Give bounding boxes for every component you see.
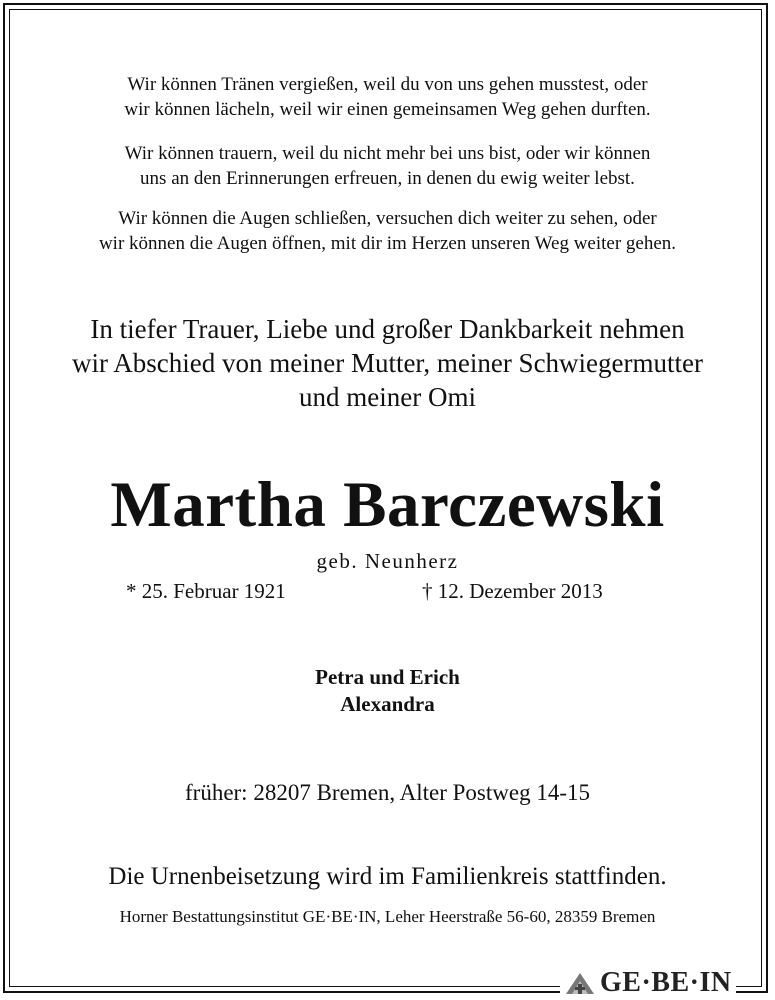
maiden-name-block — [0, 548, 775, 574]
deceased-name: Martha Barczewski — [110, 469, 665, 541]
poem-line: wir können lächeln, weil wir einen gemeinsamen Weg gehen durften. — [124, 99, 651, 120]
burial-note: Die Urnenbeisetzung wird im Familienkreis stattfinden. — [108, 863, 667, 890]
poem-line: wir können die Augen öffnen, mit dir im Herzen unseren Weg weiter gehen. — [98, 233, 677, 254]
maiden-name: geb. Neunherz — [316, 549, 459, 573]
gebein-logo — [560, 968, 736, 998]
poem-line: Wir können trauern, weil du nicht mehr bei uns bist, oder wir können — [124, 143, 651, 164]
poem-stanza-3 — [0, 206, 775, 256]
birth-date: * 25. Februar 1921 — [126, 579, 286, 603]
poem-line: Wir können Tränen vergießen, weil du von uns gehen musstest, oder — [127, 74, 648, 95]
burial-note-block — [0, 862, 775, 892]
family-names — [0, 664, 775, 718]
poem-stanza-2 — [0, 141, 775, 191]
life-dates — [0, 578, 775, 604]
funeral-home-emblem-icon — [564, 970, 596, 996]
intro-line: wir Abschied von meiner Mutter, meiner Schwiegermutter — [72, 348, 703, 378]
poem-line: Wir können die Augen schließen, versuchen dich weiter zu sehen, oder — [118, 208, 657, 229]
death-date: † 12. Dezember 2013 — [422, 579, 603, 603]
family-line: Alexandra — [340, 692, 435, 716]
logo-text: GE·BE·IN — [600, 967, 732, 998]
family-line: Petra und Erich — [315, 665, 460, 689]
former-address-block — [0, 779, 775, 807]
former-address: früher: 28207 Bremen, Alter Postweg 14-15 — [185, 780, 590, 805]
poem-line: uns an den Erinnerungen erfreuen, in denen du ewig weiter lebst. — [140, 168, 635, 189]
intro-line: und meiner Omi — [299, 382, 476, 412]
undertaker-info: Horner Bestattungsinstitut GE·BE·IN, Leher Heerstraße 56-60, 28359 Bremen — [119, 907, 656, 926]
intro-text — [0, 312, 775, 414]
undertaker-block — [0, 906, 775, 928]
deceased-name-block — [0, 470, 775, 540]
poem-stanza-1 — [0, 72, 775, 122]
intro-line: In tiefer Trauer, Liebe und großer Dankbarkeit nehmen — [90, 314, 685, 344]
